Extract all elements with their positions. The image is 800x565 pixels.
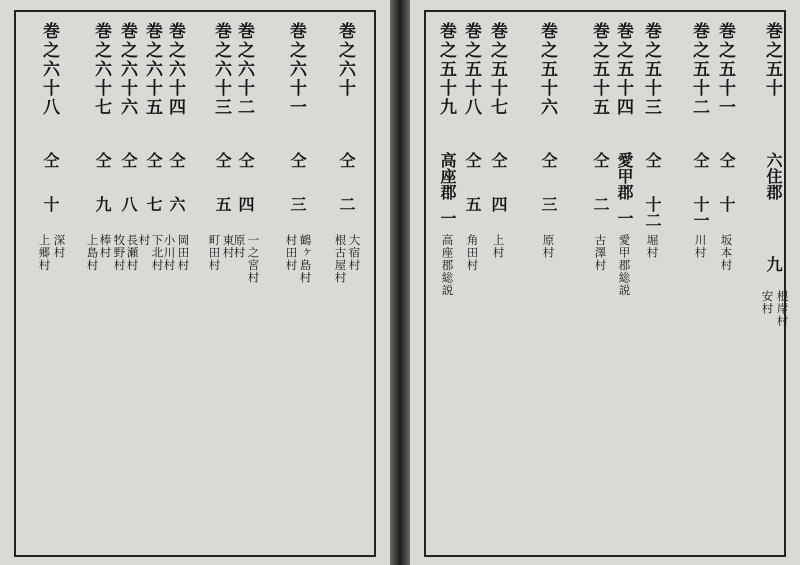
village-list: 下北村	[150, 234, 165, 272]
left-page	[0, 0, 390, 565]
left-page-frame	[14, 10, 376, 557]
volume-count: 四	[489, 196, 508, 212]
volume-scope: 仝	[236, 152, 255, 168]
volume-scope: 仝	[213, 152, 232, 168]
village-list: 鶴ヶ島村	[298, 234, 313, 284]
volume-title: 巻之六十六	[117, 22, 137, 117]
village-list: 大宿村	[347, 234, 362, 272]
volume-scope: 仝	[167, 152, 186, 168]
village-list: 坂本村	[719, 234, 734, 272]
village-list: 根岸村	[775, 290, 790, 328]
volume-scope: 仝	[717, 152, 736, 168]
village-list: 古澤村	[593, 234, 608, 272]
volume-count: 九	[764, 256, 783, 272]
village-list: 堀村	[645, 234, 660, 259]
volume-count: 三	[288, 196, 307, 212]
village-list: 棒村	[98, 234, 113, 259]
village-list: 上村	[491, 234, 506, 259]
village-list: 角田村	[465, 234, 480, 272]
volume-scope: 仝	[691, 152, 710, 168]
volume-title: 巻之五十六	[537, 22, 557, 117]
village-list: 村	[137, 234, 152, 247]
volume-title: 巻之五十	[762, 22, 782, 98]
volume-title: 巻之六十四	[165, 22, 185, 117]
volume-scope: 仝	[463, 152, 482, 168]
volume-scope: 仝	[288, 152, 307, 168]
volume-count: 十	[717, 196, 736, 212]
village-list: 町田村	[207, 234, 222, 272]
volume-title: 巻之五十三	[641, 22, 661, 117]
volume-count: 七	[144, 196, 163, 212]
village-list: 上郷村	[37, 234, 52, 272]
volume-scope: 仝	[489, 152, 508, 168]
volume-title: 巻之六十三	[211, 22, 231, 117]
volume-scope: 仝	[144, 152, 163, 168]
volume-count: 五	[463, 196, 482, 212]
right-page	[410, 0, 800, 565]
book-gutter	[390, 0, 410, 565]
volume-title: 巻之五十八	[461, 22, 481, 117]
volume-count: 一	[615, 210, 634, 226]
volume-title: 巻之五十九	[436, 22, 456, 117]
volume-scope: 仝	[539, 152, 558, 168]
volume-title: 巻之六十八	[39, 22, 59, 117]
volume-count: 十二	[643, 196, 662, 228]
volume-count: 六	[167, 196, 186, 212]
volume-count: 九	[93, 196, 112, 212]
volume-title: 巻之五十二	[689, 22, 709, 117]
volume-count: 八	[119, 196, 138, 212]
volume-title: 巻之五十四	[613, 22, 633, 117]
village-list: 愛甲郡総説	[617, 234, 632, 297]
volume-scope: 仝	[643, 152, 662, 168]
volume-scope: 六住郡	[764, 152, 783, 200]
volume-scope: 仝	[337, 152, 356, 168]
volume-scope: 仝	[591, 152, 610, 168]
volume-count: 十	[41, 196, 60, 212]
volume-title: 巻之六十二	[234, 22, 254, 117]
village-list: 上島村	[85, 234, 100, 272]
volume-count: 五	[213, 196, 232, 212]
volume-title: 巻之五十一	[715, 22, 735, 117]
volume-count: 十一	[691, 196, 710, 228]
village-list: 原村	[232, 234, 247, 259]
volume-scope: 高座郡	[438, 152, 457, 200]
volume-count: 四	[236, 196, 255, 212]
village-list: 川村	[693, 234, 708, 259]
volume-scope: 仝	[41, 152, 60, 168]
volume-count: 二	[337, 196, 356, 212]
village-list: 村田村	[284, 234, 299, 272]
volume-title: 巻之五十七	[487, 22, 507, 117]
village-list: 深村	[52, 234, 67, 259]
village-list: 高座郡総説	[440, 234, 455, 297]
volume-count: 二	[591, 196, 610, 212]
volume-scope: 仝	[119, 152, 138, 168]
volume-title: 巻之六十五	[142, 22, 162, 117]
village-list: 小川村	[162, 234, 177, 272]
volume-title: 巻之五十五	[589, 22, 609, 117]
village-list: 長瀬村	[125, 234, 140, 272]
volume-scope: 仝	[93, 152, 112, 168]
volume-title: 巻之六十一	[286, 22, 306, 117]
volume-title: 巻之六十七	[91, 22, 111, 117]
village-list: 東村	[221, 234, 236, 259]
village-list: 牧野村	[112, 234, 127, 272]
volume-count: 一	[438, 210, 457, 226]
volume-title: 巻之六十	[335, 22, 355, 98]
village-list: 岡田村	[176, 234, 191, 272]
village-list: 一之宮村	[246, 234, 261, 284]
volume-count: 三	[539, 196, 558, 212]
village-list: 原村	[541, 234, 556, 259]
village-list: 根古屋村	[333, 234, 348, 284]
village-list: 安村	[760, 290, 775, 315]
volume-scope: 愛甲郡	[615, 152, 634, 200]
